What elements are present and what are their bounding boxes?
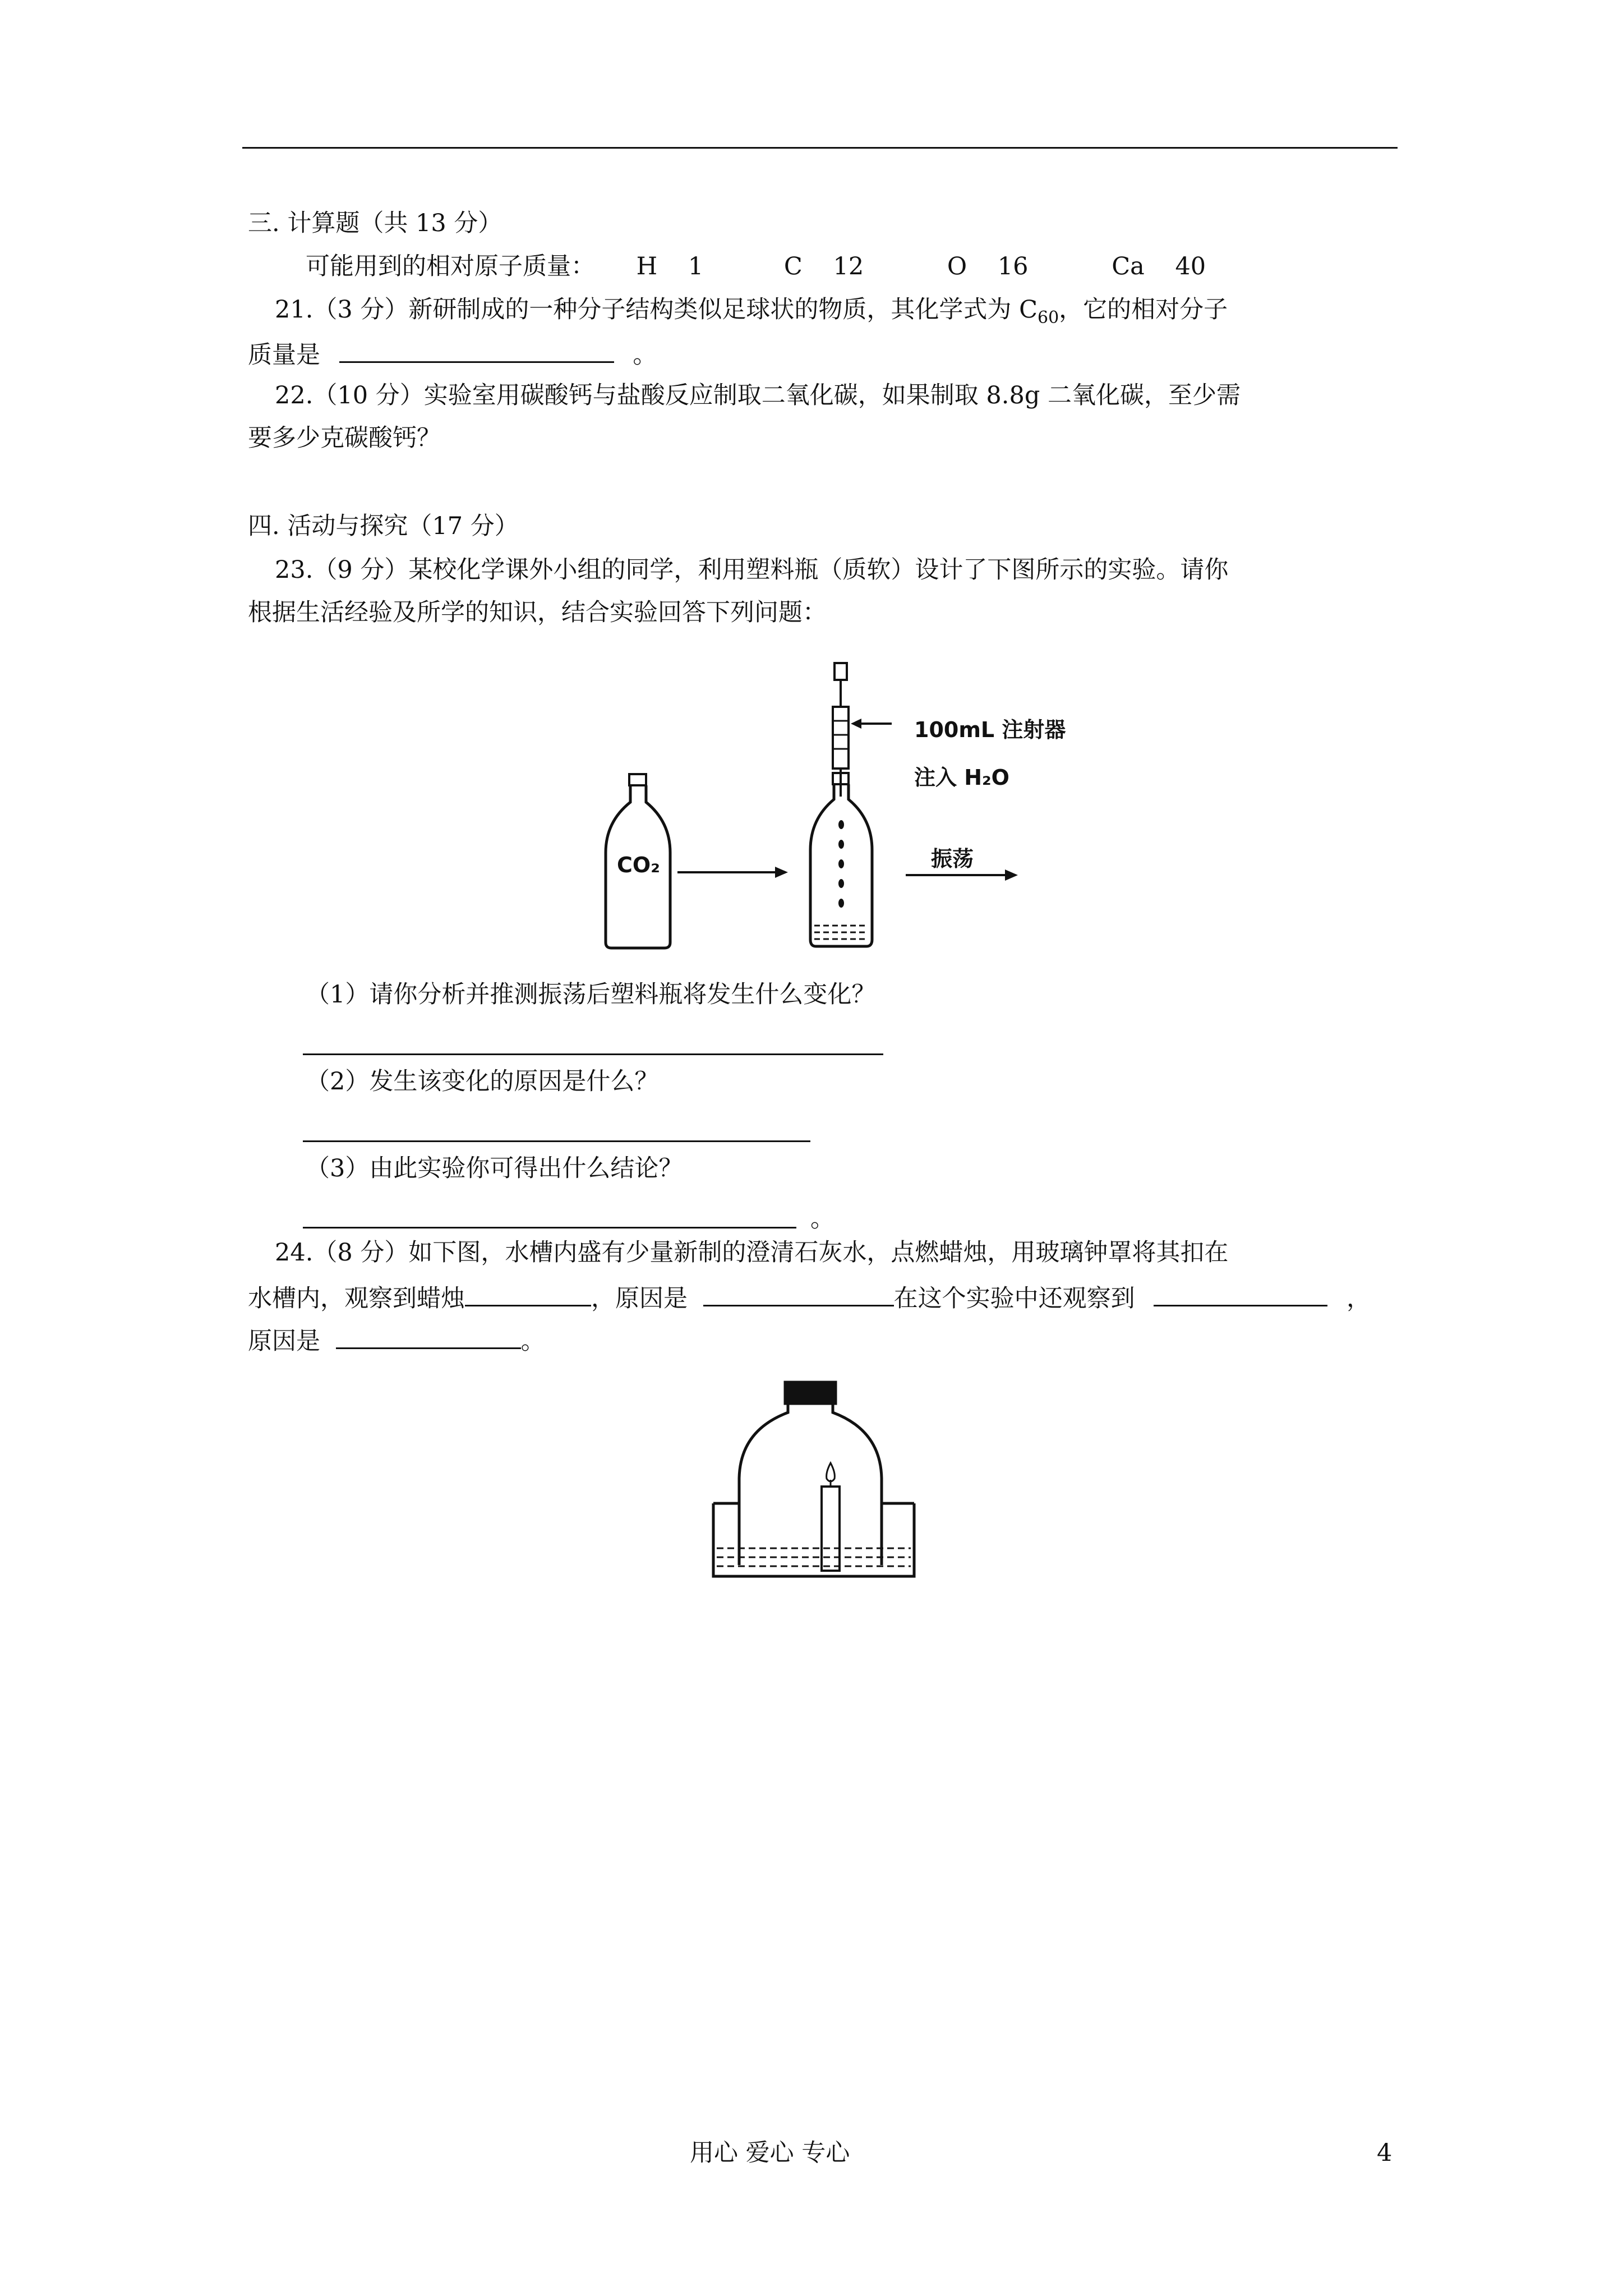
inject-water-label: 注入 H₂O xyxy=(914,765,1009,790)
bell-jar-stopper xyxy=(785,1382,836,1404)
header-rule xyxy=(242,147,1398,149)
syringe-plunger-top xyxy=(834,663,847,680)
shake-label: 振荡 xyxy=(931,846,974,871)
q23-3-answer-blank[interactable] xyxy=(303,1227,796,1228)
question-23-3: （3）由此实验你可得出什么结论？ xyxy=(306,1154,683,1182)
section-3-title: 三. 计算题（共 13 分） xyxy=(248,209,502,237)
water-drops xyxy=(838,820,844,908)
bottle-cap xyxy=(629,774,646,785)
section-4-title: 四. 活动与探究（17 分） xyxy=(248,512,519,540)
atomic-mass-o: O 16 xyxy=(947,252,1029,280)
page-number: 4 xyxy=(1377,2139,1393,2167)
q24-second-reason-blank[interactable] xyxy=(336,1323,521,1349)
question-23-2: （2）发生该变化的原因是什么？ xyxy=(306,1068,659,1096)
bell-jar xyxy=(739,1404,882,1565)
question-21-line-1: 21.（3 分）新研制成的一种分子结构类似足球状的物质，其化学式为 $C_{60}$，它的相对分子 xyxy=(275,296,1228,328)
bell-jar-candle-figure xyxy=(707,1380,920,1582)
q24-observation-blank[interactable] xyxy=(465,1280,591,1306)
atomic-mass-row xyxy=(306,251,1206,282)
question-23-1: （1）请你分析并推测振荡后塑料瓶将发生什么变化？ xyxy=(306,981,876,1009)
question-22-line-2: 要多少克碳酸钙？ xyxy=(248,424,441,452)
question-23-line-2: 根据生活经验及所学的知识，结合实验回答下列问题： xyxy=(248,599,827,627)
atomic-mass-c: C 12 xyxy=(783,252,864,280)
c60-subscript: 60 xyxy=(1037,308,1059,328)
question-22-line-1: 22.（10 分）实验室用碳酸钙与盐酸反应制取二氧化碳，如果制取 8.8g 二氧化碳，至少需 xyxy=(275,381,1241,409)
candle-flame xyxy=(827,1463,835,1481)
question-24-line-3: 原因是 。 xyxy=(248,1323,545,1357)
q23-1-answer-blank[interactable] xyxy=(303,1053,883,1055)
q21-answer-blank[interactable] xyxy=(339,337,614,363)
question-23-line-1: 23.（9 分）某校化学课外小组的同学，利用塑料瓶（质软）设计了下图所示的实验。请你 xyxy=(275,556,1229,584)
co2-syringe-figure xyxy=(594,651,1043,954)
syringe-barrel xyxy=(833,707,849,769)
q24-reason-blank[interactable] xyxy=(703,1280,894,1306)
question-24-line-1: 24.（8 分）如下图，水槽内盛有少量新制的澄清石灰水，点燃蜡烛，用玻璃钟罩将其扣在 xyxy=(275,1239,1229,1267)
q24-also-observed-blank[interactable] xyxy=(1154,1280,1327,1306)
q23-2-answer-blank[interactable] xyxy=(303,1140,810,1142)
question-21-line-2: 质量是 。 xyxy=(248,337,657,371)
atomic-mass-h: H 1 xyxy=(636,252,704,280)
atomic-mass-intro: 可能用到的相对原子质量： xyxy=(306,252,595,280)
q23-3-end-mark: 。 xyxy=(810,1205,834,1233)
atomic-mass-ca: Ca 40 xyxy=(1112,252,1206,280)
question-24-line-2: 水槽内，观察到蜡烛 ，原因是 在这个实验中还观察到 ， xyxy=(248,1280,1371,1314)
syringe-label: 100mL 注射器 xyxy=(914,717,1066,742)
water-level xyxy=(814,926,868,939)
footer-motto: 用心 爱心 专心 xyxy=(690,2139,850,2167)
co2-label: CO₂ xyxy=(617,853,660,877)
